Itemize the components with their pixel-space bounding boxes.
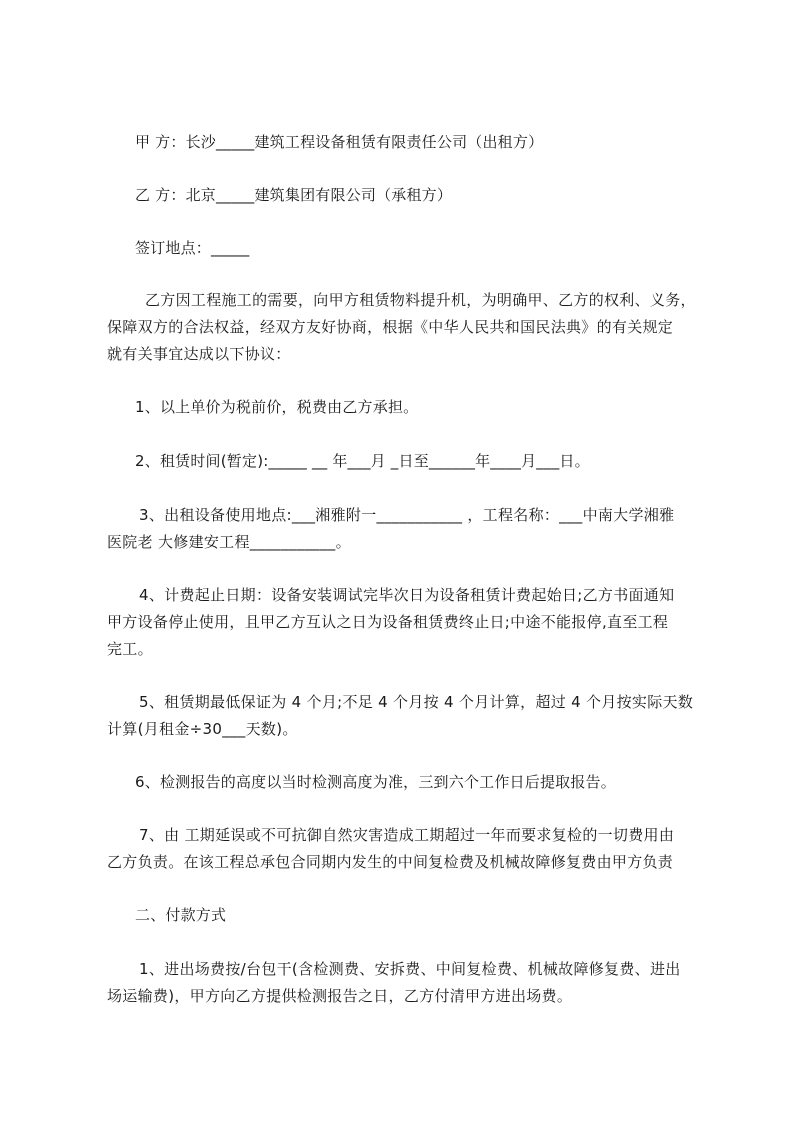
- intro-line-3: 就有关事宜达成以下协议：: [107, 345, 291, 363]
- clause-4-line-3: 完工。: [107, 640, 153, 658]
- clause-3-paragraph: [107, 502, 707, 556]
- payment-1-line-2: 场运输费)，甲方向乙方提供检测报告之日，乙方付清甲方进出场费。: [107, 987, 573, 1005]
- clause-3-line-1: 3、出租设备使用地点:___湘雅附一___________ ，工程名称：___中南大学湘雅: [139, 506, 675, 524]
- intro-line-1: 乙方因工程施工的需要，向甲方租赁物料提升机，为明确甲、乙方的权利、义务，: [145, 291, 696, 309]
- intro-line-2: 保障双方的合法权益，经双方友好协商，根据《中华人民共和国民法典》的有关规定: [107, 318, 674, 336]
- intro-paragraph: [107, 287, 707, 368]
- sign-place-line: 签订地点：_____: [135, 239, 250, 257]
- clause-7-paragraph: [107, 822, 707, 876]
- clause-3-line-2: 医院老 大修建安工程___________。: [107, 533, 351, 551]
- clause-4-line-1: 4、计费起止日期：设备安装调试完毕次日为设备租赁计费起始日;乙方书面通知: [139, 586, 675, 604]
- clause-5-paragraph: [107, 689, 707, 743]
- clause-7-line-2: 乙方负责。在该工程总承包合同期内发生的中间复检费及机械故障修复费由甲方负责: [107, 853, 674, 871]
- clause-2: 2、租赁时间(暂定):_____ __ 年___月 _日至______年____月___日。: [135, 452, 590, 470]
- clause-7-line-1: 7、由 工期延误或不可抗御自然灾害造成工期超过一年而要求复检的一切费用由: [139, 826, 675, 844]
- payment-1-line-1: 1、进出场费按/台包干(含检测费、安拆费、中间复检费、机械故障修复费、进出: [139, 960, 681, 978]
- party-a-line: 甲 方：长沙_____建筑工程设备租赁有限责任公司（出租方）: [135, 133, 544, 151]
- clause-6: 6、检测报告的高度以当时检测高度为准，三到六个工作日后提取报告。: [135, 773, 616, 791]
- clause-5-line-1: 5、租赁期最低保证为 4 个月;不足 4 个月按 4 个月计算，超过 4 个月按实际天数: [139, 693, 694, 711]
- clause-1: 1、以上单价为税前价，税费由乙方承担。: [135, 398, 419, 416]
- clause-4-line-2: 甲方设备停止使用，且甲乙方互认之日为设备租赁费终止日;中途不能报停,直至工程: [107, 613, 669, 631]
- section-2-title: 二、付款方式: [135, 906, 227, 924]
- party-b-line: 乙 方：北京_____建筑集团有限公司（承租方）: [135, 186, 453, 204]
- clause-4-paragraph: [107, 582, 707, 663]
- clause-5-line-2: 计算(月租金÷30___天数)。: [107, 720, 298, 738]
- payment-1-paragraph: [107, 956, 707, 1010]
